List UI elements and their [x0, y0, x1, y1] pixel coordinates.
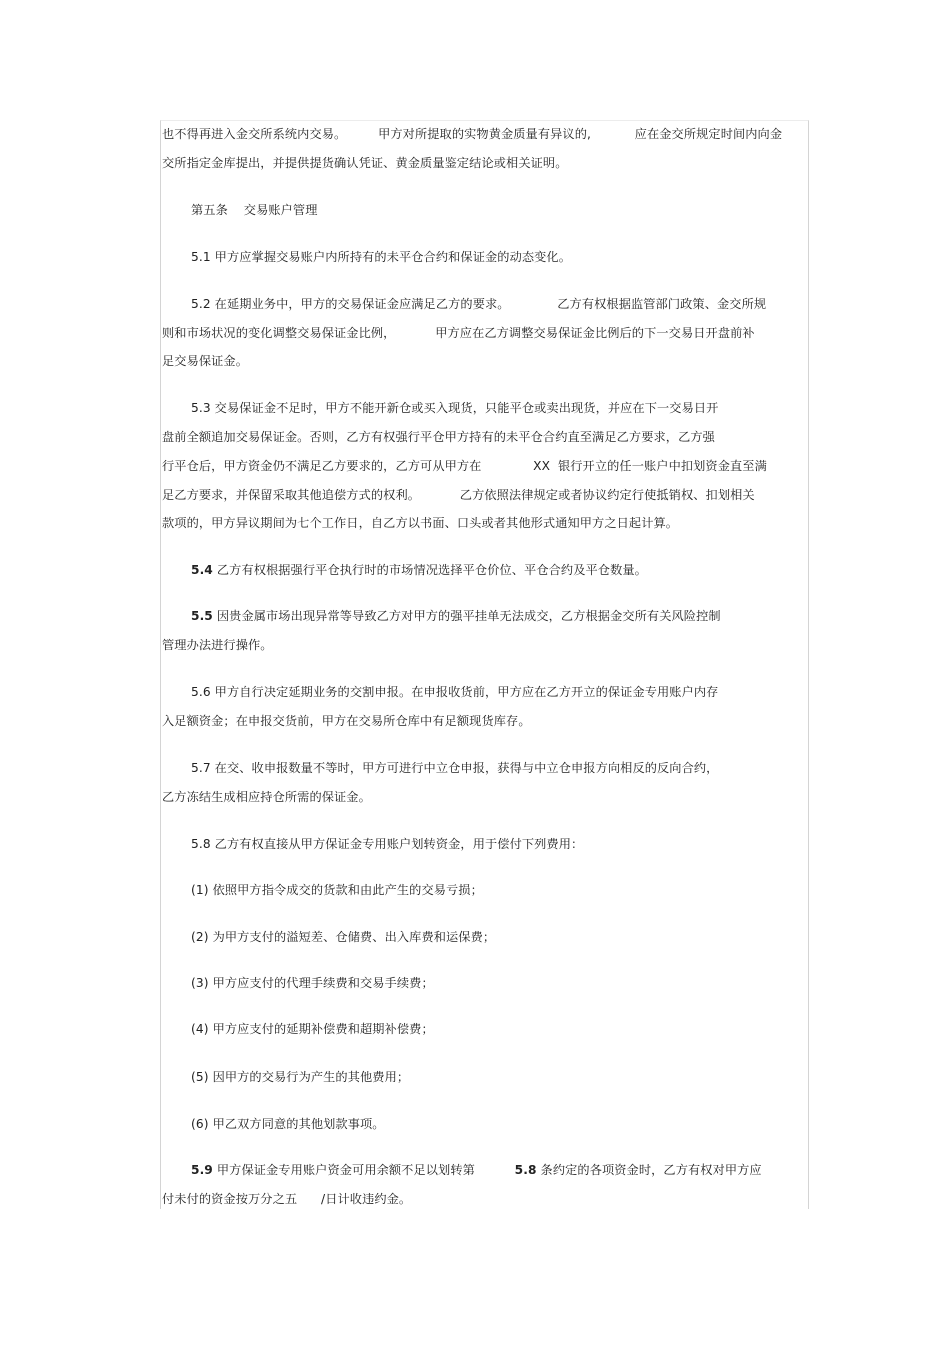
clause-5-3-line-4: 足乙方要求，并保留采取其他追偿方式的权利。 乙方依照法律规定或者协议约定行使抵销权、扣划相关: [162, 488, 755, 502]
clause-text: 甲方自行决定延期业务的交割申报。在申报收货前，甲方应在乙方开立的保证金专用账户内存: [214, 685, 719, 699]
clause-number: 5.7: [191, 761, 211, 775]
clause-text: 在交、收申报数量不等时，甲方可进行中立仓申报，获得与中立仓申报方向相反的反向合约，: [214, 761, 719, 775]
clause-text: 乙方有权直接从甲方保证金专用账户划转资金，用于偿付下列费用：: [214, 837, 584, 851]
page-frame: [160, 120, 809, 1209]
list-item-6: [191, 1116, 385, 1132]
item-number: (3): [191, 976, 209, 990]
item-number: (6): [191, 1117, 209, 1131]
item-number: (4): [191, 1022, 209, 1036]
item-number: (2): [191, 930, 209, 944]
clause-5-3-line-3: 行平仓后，甲方资金仍不满足乙方要求的，乙方可从甲方在 XX 银行开立的任一账户中扣划资金直至满: [162, 459, 767, 473]
clause-5-2-line-2: 则和市场状况的变化调整交易保证金比例， 甲方应在乙方调整交易保证金比例后的下一交易日开盘前补: [162, 326, 755, 340]
clause-5-3-line-2: 盘前全额追加交易保证金。否则，乙方有权强行平仓甲方持有的未平仓合约直至满足乙方要求，乙方强: [162, 430, 715, 444]
clause-number: 5.2: [191, 297, 211, 311]
continued-line-1: 也不得再进入金交所系统内交易。 甲方对所提取的实物黄金质量有异议的, 应在金交所规定时间内向金: [162, 127, 783, 141]
item-text: 为甲方支付的溢短差、仓储费、出入库费和运保费；: [212, 930, 496, 944]
item-text: 甲方应支付的延期补偿费和超期补偿费；: [212, 1022, 434, 1036]
clause-5-8: [191, 836, 583, 852]
list-item-3: [191, 975, 434, 991]
item-number: (5): [191, 1070, 209, 1084]
clause-number: 5.9: [191, 1163, 213, 1177]
article-number: 第五条: [191, 203, 228, 217]
clause-number: 5.5: [191, 609, 213, 623]
clause-5-5: [191, 608, 721, 624]
article-heading: [191, 202, 318, 218]
item-text: 甲乙双方同意的其他划款事项。: [212, 1117, 385, 1131]
clause-number: 5.6: [191, 685, 211, 699]
item-number: (1): [191, 883, 209, 897]
item-text: 依照甲方指令成交的货款和由此产生的交易亏损；: [212, 883, 483, 897]
clause-number: 5.4: [191, 563, 213, 577]
clause-text-continued: 条约定的各项资金时，乙方有权对甲方应: [540, 1163, 762, 1177]
clause-5-5-line-2: 管理办法进行操作。: [162, 638, 273, 652]
clause-5-3-line-5: 款项的，甲方异议期间为七个工作日，自乙方以书面、口头或者其他形式通知甲方之日起计算。: [162, 516, 679, 530]
clause-reference: 5.8: [514, 1163, 537, 1177]
clause-text: 乙方有权根据强行平仓执行时的市场情况选择平仓价位、平仓合约及平仓数量。: [216, 563, 647, 577]
clause-5-1: [191, 249, 571, 265]
list-item-5: [191, 1069, 409, 1085]
clause-number: 5.3: [191, 401, 211, 415]
clause-text: 甲方应掌握交易账户内所持有的未平仓合约和保证金的动态变化。: [214, 250, 572, 264]
item-text: 因甲方的交易行为产生的其他费用；: [212, 1070, 410, 1084]
clause-number: 5.8: [191, 837, 211, 851]
clause-text: 因贵金属市场出现异常等导致乙方对甲方的强平挂单无法成交，乙方根据金交所有关风险控制: [216, 609, 721, 623]
clause-5-7: [191, 760, 718, 776]
article-title: 交易账户管理: [243, 203, 318, 217]
clause-5-6: [191, 684, 718, 700]
list-item-2: [191, 929, 495, 945]
clause-5-6-line-2: 入足额资金；在申报交货前，甲方在交易所仓库中有足额现货库存。: [162, 714, 531, 728]
clause-5-9: [191, 1162, 762, 1178]
clause-text: 在延期业务中，甲方的交易保证金应满足乙方的要求。 乙方有权根据监管部门政策、金交所规: [214, 297, 767, 311]
clause-5-3: [191, 400, 718, 416]
continued-line-2: 交所指定金库提出，并提供提货确认凭证、黄金质量鉴定结论或相关证明。: [162, 156, 568, 170]
clause-text: 甲方保证金专用账户资金可用余额不足以划转第: [216, 1163, 475, 1177]
clause-text: 交易保证金不足时，甲方不能开新仓或买入现货，只能平仓或卖出现货，并应在下一交易日开: [214, 401, 719, 415]
clause-5-7-line-2: 乙方冻结生成相应持仓所需的保证金。: [162, 790, 371, 804]
clause-5-9-line-2: 付未付的资金按万分之五 /日计收违约金。: [162, 1192, 412, 1206]
clause-number: 5.1: [191, 250, 211, 264]
clause-5-2-line-3: 足交易保证金。: [162, 354, 249, 368]
clause-5-4: [191, 562, 647, 578]
clause-5-2: [191, 296, 766, 312]
item-text: 甲方应支付的代理手续费和交易手续费；: [212, 976, 434, 990]
list-item-4: [191, 1021, 434, 1037]
list-item-1: [191, 882, 483, 898]
